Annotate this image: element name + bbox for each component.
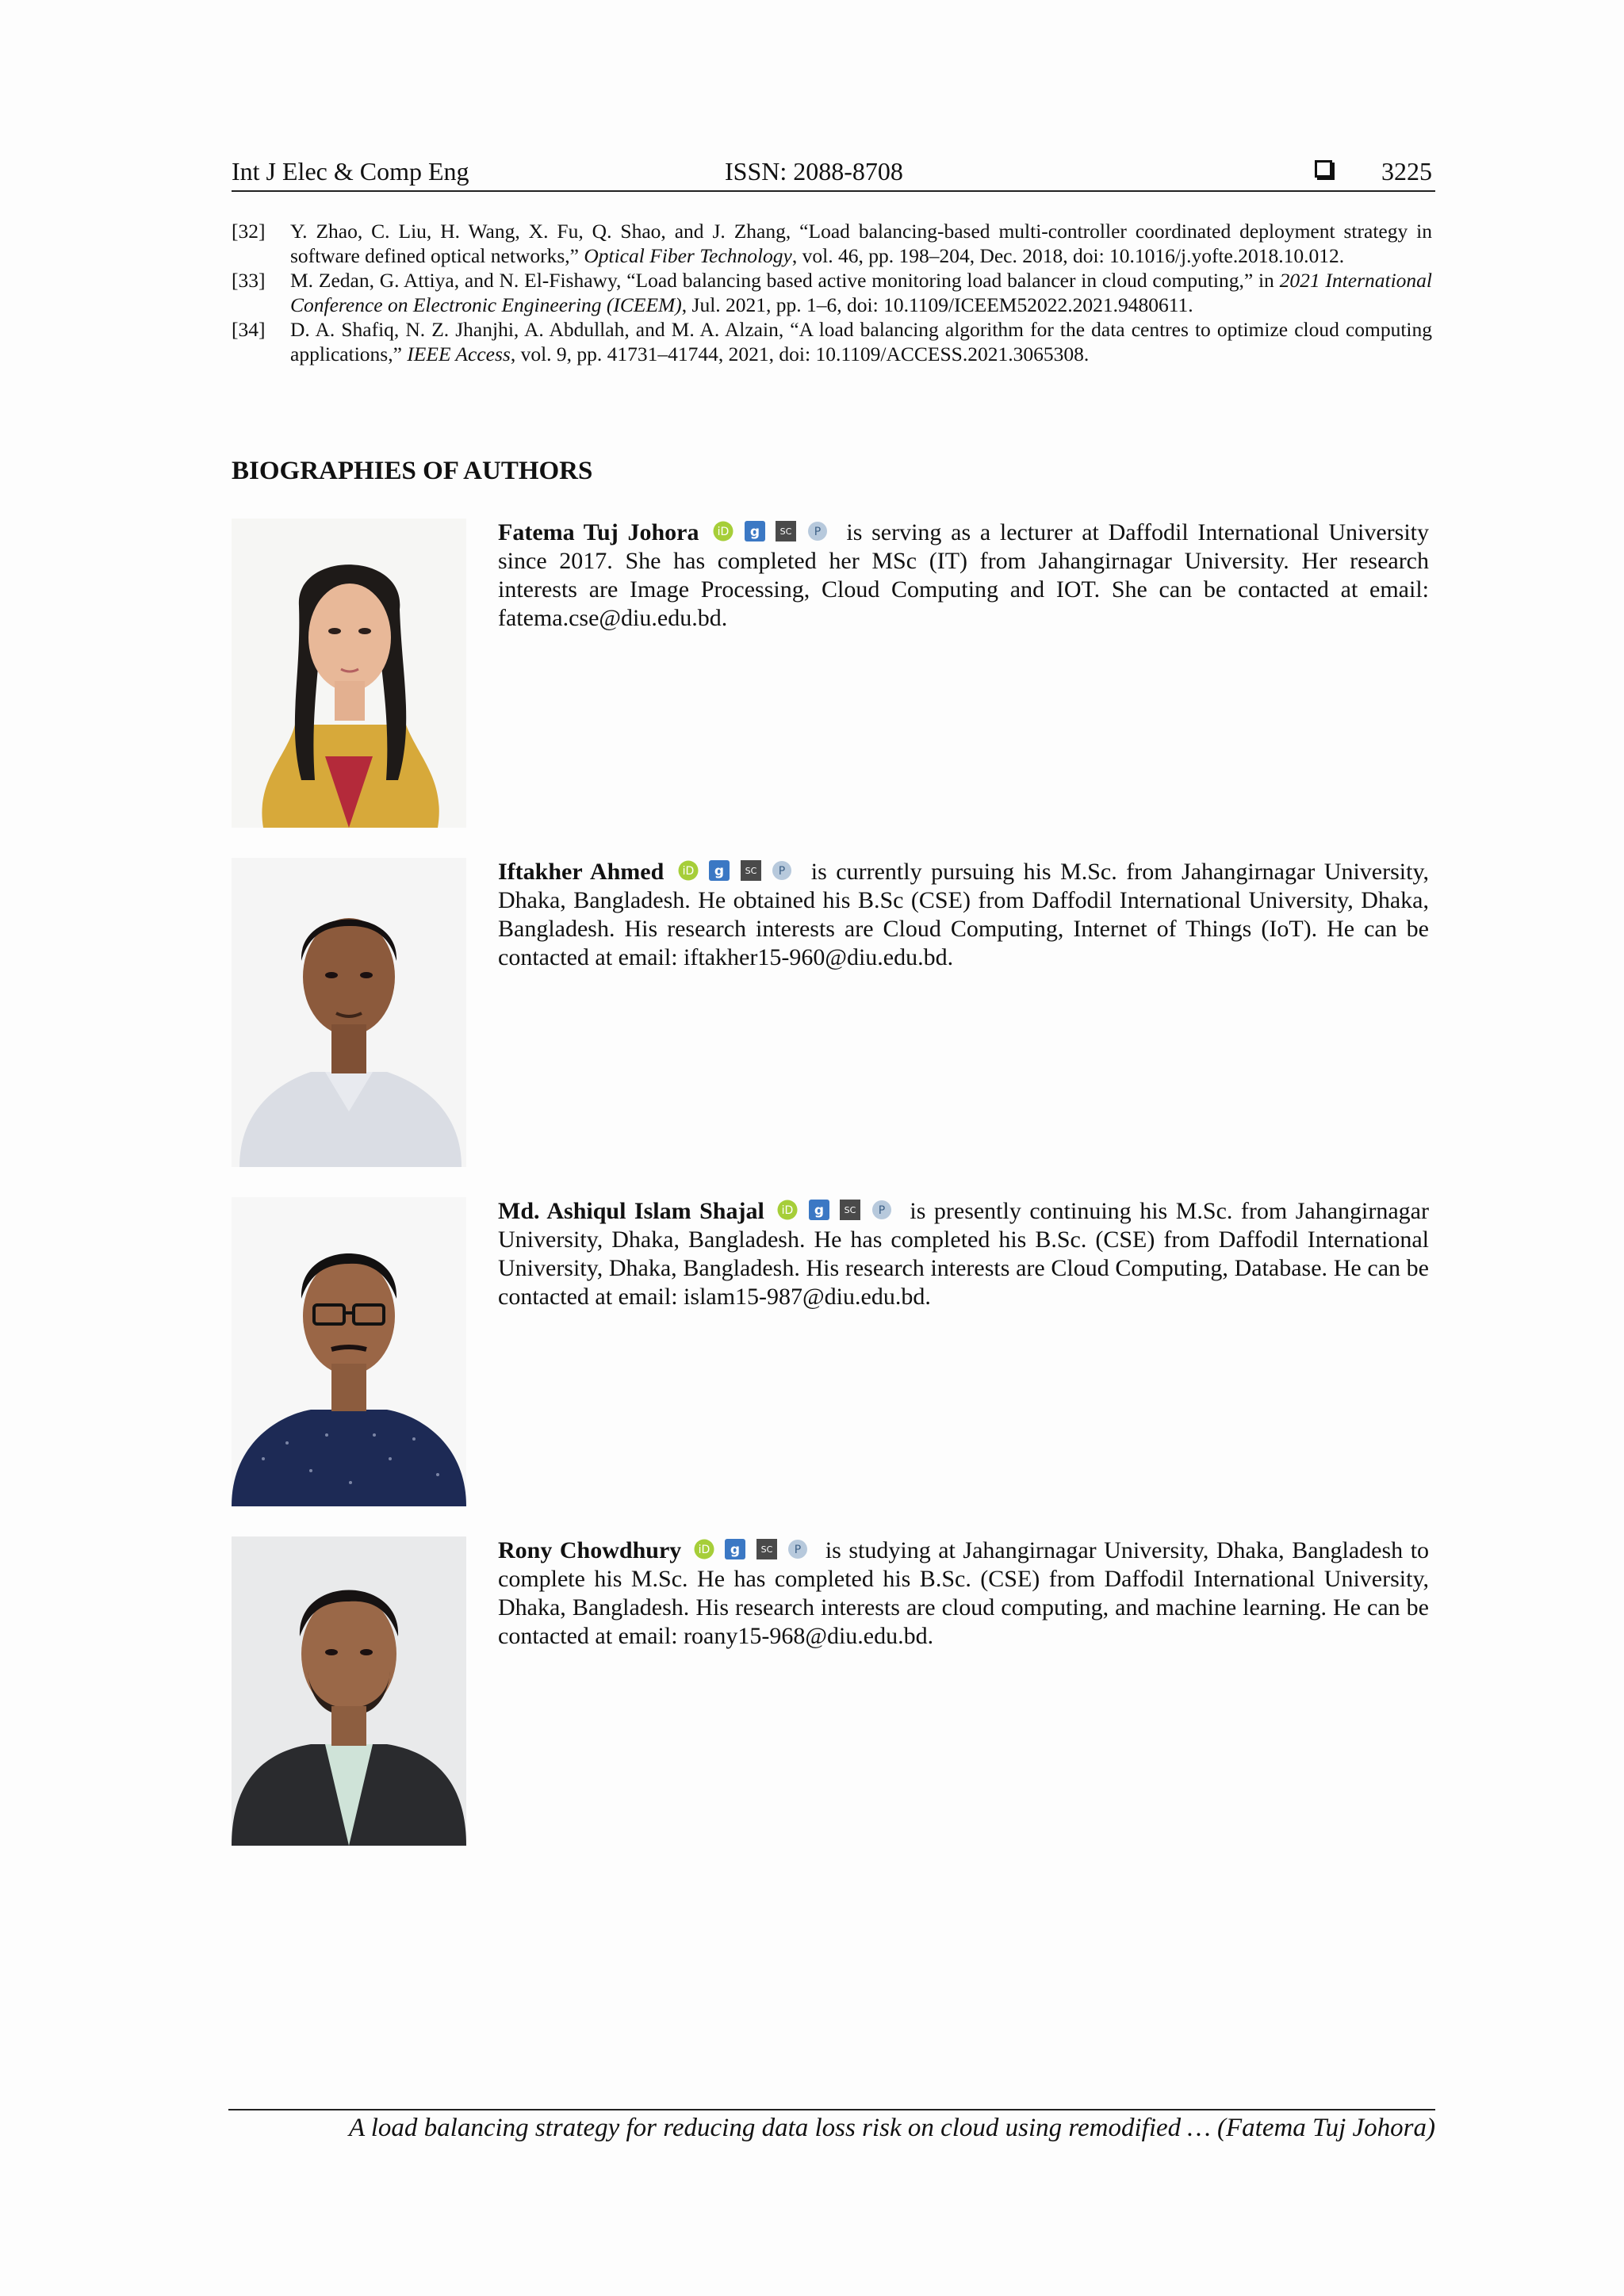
google-scholar-icon[interactable] <box>725 1539 745 1559</box>
author-photo <box>232 1197 466 1506</box>
author-photo <box>232 1536 466 1846</box>
publons-icon[interactable] <box>871 1200 892 1220</box>
profile-icons <box>713 519 833 547</box>
publons-icon[interactable] <box>787 1539 808 1559</box>
author-name: Rony Chowdhury <box>498 1537 682 1563</box>
profile-icons <box>678 858 798 886</box>
issn: ISSN: 2088-8708 <box>725 157 903 186</box>
publons-icon[interactable] <box>772 860 792 881</box>
author-bio-text <box>498 519 1429 633</box>
svg-text:g: g <box>730 1542 741 1558</box>
author-bio-body: is studying at Jahangirnagar University, Dhaka, Bangladesh to complete his M.Sc. He has completed his B.Sc. (CSE) from Daffodil International University, Dhaka, Bangladesh. His research interests are cloud computing, and machine learning. He can be contacted at email: roany15-968@diu.edu.bd. <box>498 1537 1430 1649</box>
author-name: Md. Ashiqul Islam Shajal <box>498 1198 764 1224</box>
author-bio-body: is currently pursuing his M.Sc. from Jahangirnagar University, Dhaka, Bangladesh. He obtained his B.Sc (CSE) from Daffodil International University, Dhaka, Bangladesh. His research interests are Cloud Computing, Internet of Things (IoT). He can be contacted at email: iftakher15-960@diu.edu.bd. <box>498 859 1429 970</box>
orcid-icon[interactable] <box>713 521 733 541</box>
scopus-icon[interactable] <box>741 860 761 881</box>
reference-item <box>232 317 1432 366</box>
svg-text:P: P <box>814 526 821 538</box>
svg-text:SC: SC <box>745 866 757 876</box>
svg-text:g: g <box>814 1203 824 1219</box>
svg-text:P: P <box>878 1204 886 1217</box>
scopus-icon[interactable] <box>776 521 796 541</box>
orcid-icon[interactable] <box>678 860 699 881</box>
svg-text:P: P <box>779 865 786 878</box>
svg-text:P: P <box>795 1544 802 1556</box>
author-name: Iftakher Ahmed <box>498 859 665 885</box>
author-photo <box>232 858 466 1167</box>
svg-text:g: g <box>714 863 725 879</box>
reference-venue: IEEE Access <box>407 342 511 365</box>
page-header <box>232 155 1435 192</box>
author-name: Fatema Tuj Johora <box>498 519 699 545</box>
profile-icons <box>694 1536 814 1565</box>
reference-text: Y. Zhao, C. Liu, H. Wang, X. Fu, Q. Shao, and J. Zhang, “Load balancing-based multi-controller coordinated deployment strategy in software defined optical networks,” <box>290 220 1432 267</box>
reference-item <box>232 268 1432 317</box>
profile-icons <box>777 1197 897 1226</box>
author-bio-text <box>498 1197 1429 1311</box>
svg-text:g: g <box>749 524 760 540</box>
svg-text:SC: SC <box>779 526 792 537</box>
svg-text:iD: iD <box>698 1544 710 1556</box>
page-number: 3225 <box>1381 157 1432 186</box>
reference-list <box>232 219 1432 366</box>
page-footer <box>228 2109 1435 2142</box>
reference-venue: 2021 International Conference on Electronic Engineering (ICEEM) <box>290 269 1432 316</box>
svg-text:SC: SC <box>845 1205 856 1215</box>
google-scholar-icon[interactable] <box>745 521 765 541</box>
reference-item <box>232 219 1432 268</box>
reference-text: M. Zedan, G. Attiya, and N. El-Fishawy, “Load balancing based active monitoring load balancer in cloud computing,” in <box>290 269 1280 292</box>
orcid-icon[interactable] <box>777 1200 798 1220</box>
google-scholar-icon[interactable] <box>709 860 730 881</box>
author-bio-body: is presently continuing his M.Sc. from Jahangirnagar University, Dhaka, Bangladesh. He has completed his B.Sc. (CSE) from Daffodil International University, Dhaka, Bangladesh. His research interests are Cloud Computing, Database. He can be contacted at email: islam15-987@diu.edu.bd. <box>498 1198 1429 1310</box>
google-scholar-icon[interactable] <box>809 1200 829 1220</box>
reference-number: [34] <box>232 318 266 341</box>
svg-text:iD: iD <box>682 865 695 878</box>
section-title: BIOGRAPHIES OF AUTHORS <box>232 457 593 485</box>
author-bio-body: is serving as a lecturer at Daffodil International University since 2017. She has completed her MSc (IT) from Jahangirnagar University. Her research interests are Image Processing, Cloud Computing and IOT. She can be contacted at email: fatema.cse@diu.edu.bd. <box>498 519 1430 631</box>
svg-text:iD: iD <box>717 526 730 538</box>
reference-details: , Jul. 2021, pp. 1–6, doi: 10.1109/ICEEM52022.2021.9480611. <box>681 293 1193 316</box>
author-bio-text <box>498 1536 1429 1651</box>
scopus-icon[interactable] <box>756 1539 777 1559</box>
reference-number: [32] <box>232 220 266 243</box>
publons-icon[interactable] <box>807 521 828 541</box>
author-photo <box>232 519 466 828</box>
reference-number: [33] <box>232 269 266 292</box>
reference-text: D. A. Shafiq, N. Z. Jhanjhi, A. Abdullah, and M. A. Alzain, “A load balancing algorithm for the data centres to optimize cloud computing applications,” <box>290 318 1432 365</box>
scopus-icon[interactable] <box>840 1200 860 1220</box>
reference-details: , vol. 9, pp. 41731–41744, 2021, doi: 10.1109/ACCESS.2021.3065308. <box>510 342 1090 365</box>
running-title: A load balancing strategy for reducing data loss risk on cloud using remodified … (Fatema Tuj Johora) <box>348 2114 1435 2142</box>
orcid-icon[interactable] <box>694 1539 714 1559</box>
checkbox-square-icon <box>1315 160 1332 178</box>
author-bio-text <box>498 858 1429 972</box>
svg-text:SC: SC <box>760 1544 773 1555</box>
journal-name: Int J Elec & Comp Eng <box>232 157 469 186</box>
svg-text:iD: iD <box>782 1204 794 1217</box>
reference-details: , vol. 46, pp. 198–204, Dec. 2018, doi: 10.1016/j.yofte.2018.10.012. <box>791 244 1345 267</box>
reference-venue: Optical Fiber Technology <box>584 244 792 267</box>
